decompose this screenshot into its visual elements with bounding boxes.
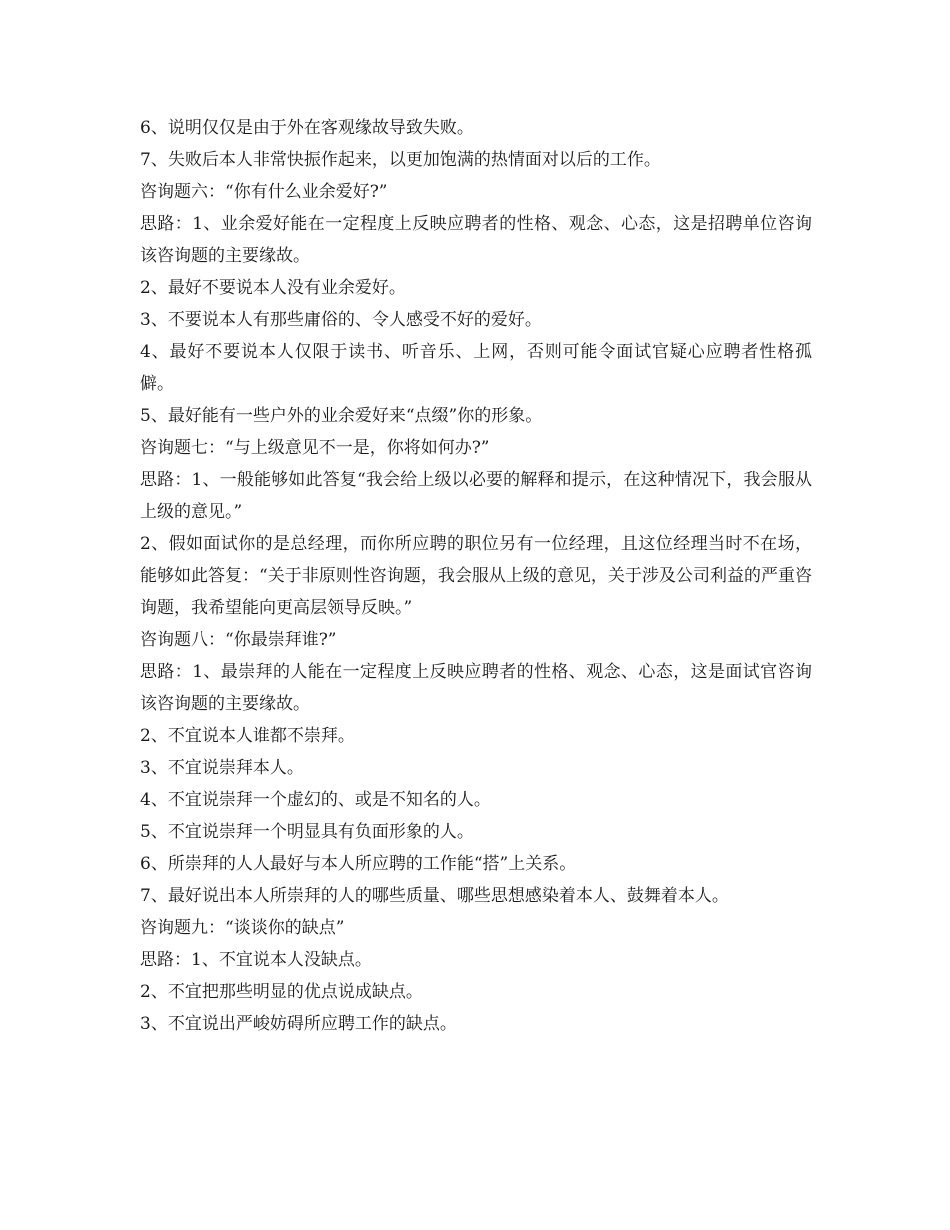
question-8-item-4: 4、不宜说崇拜一个虚幻的、或是不知名的人。 bbox=[140, 790, 491, 810]
paragraph-item-7-recovery: 7、失败后本人非常快振作起来，以更加饱满的热情面对以后的工作。 bbox=[140, 150, 661, 170]
question-9-heading: 咨询题九：“谈谈你的缺点” bbox=[140, 918, 345, 938]
question-7-item-2: 2、假如面试你的是总经理，而你所应聘的职位另有一位经理，且这位经理当时不在场，能够如此答复：“关于非原则性咨询题，我会服从上级的意见，关于涉及公司利益的严重咨询题，我希望能向更高层领导反映。” bbox=[140, 534, 812, 618]
question-9-item-2: 2、不宜把那些明显的优点说成缺点。 bbox=[140, 982, 423, 1002]
question-8-idea-1: 思路：1、最崇拜的人能在一定程度上反映应聘者的性格、观念、心态，这是面试官咨询该咨询题的主要缘故。 bbox=[140, 662, 812, 714]
question-9-item-3: 3、不宜说出严峻妨碍所应聘工作的缺点。 bbox=[140, 1014, 457, 1034]
document-body bbox=[140, 112, 812, 1040]
question-6-idea-1: 思路：1、业余爱好能在一定程度上反映应聘者的性格、观念、心态，这是招聘单位咨询该咨询题的主要缘故。 bbox=[140, 214, 812, 266]
question-6-item-4: 4、最好不要说本人仅限于读书、听音乐、上网，否则可能令面试官疑心应聘者性格孤僻。 bbox=[140, 342, 812, 394]
question-7-idea-1: 思路：1、一般能够如此答复“我会给上级以必要的解释和提示，在这种情况下，我会服从上级的意见。” bbox=[140, 470, 812, 522]
question-8-item-5: 5、不宜说崇拜一个明显具有负面形象的人。 bbox=[140, 822, 474, 842]
question-6-item-2: 2、最好不要说本人没有业余爱好。 bbox=[140, 278, 406, 298]
question-8-item-3: 3、不宜说崇拜本人。 bbox=[140, 758, 304, 778]
paragraph-item-6-reason: 6、说明仅仅是由于外在客观缘故导致失败。 bbox=[140, 118, 474, 138]
question-8-item-2: 2、不宜说本人谁都不崇拜。 bbox=[140, 726, 355, 746]
question-8-heading: 咨询题八：“你最崇拜谁?” bbox=[140, 630, 337, 650]
question-6-item-5: 5、最好能有一些户外的业余爱好来“点缀”你的形象。 bbox=[140, 406, 543, 426]
question-7-heading: 咨询题七：“与上级意见不一是，你将如何办?” bbox=[140, 438, 490, 458]
question-6-item-3: 3、不要说本人有那些庸俗的、令人感受不好的爱好。 bbox=[140, 310, 542, 330]
question-8-item-7: 7、最好说出本人所崇拜的人的哪些质量、哪些思想感染着本人、鼓舞着本人。 bbox=[140, 886, 729, 906]
question-8-item-6: 6、所崇拜的人人最好与本人所应聘的工作能“搭”上关系。 bbox=[140, 854, 577, 874]
question-9-idea-1: 思路：1、不宜说本人没缺点。 bbox=[140, 950, 372, 970]
question-6-heading: 咨询题六：“你有什么业余爱好?” bbox=[140, 182, 388, 202]
